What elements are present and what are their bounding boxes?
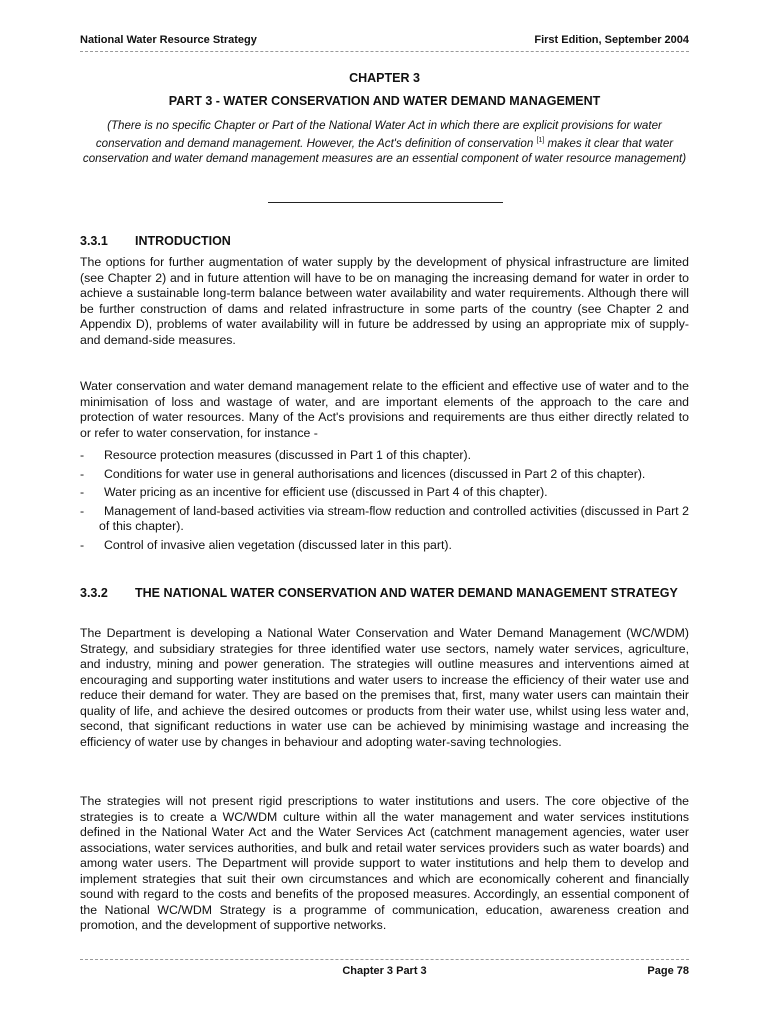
section-title: INTRODUCTION	[135, 234, 231, 248]
section-divider	[268, 202, 503, 203]
list-bullet: -	[80, 485, 85, 499]
list-item: - Management of land-based activities via stream-flow reduction and controlled activities (discussed in Part 2 of this chapter).	[80, 503, 689, 533]
list-bullet: -	[80, 503, 85, 518]
list-bullet: -	[80, 537, 85, 552]
page-number: Page 78	[647, 965, 689, 977]
footnote-reference[interactable]: [1]	[536, 137, 545, 144]
part-heading: PART 3 - WATER CONSERVATION AND WATER DEMAND MANAGEMENT	[168, 94, 601, 108]
list-item: - Water pricing as an incentive for efficient use (discussed in Part 4 of this chapter).	[80, 485, 548, 499]
list-item: - Resource protection measures (discussed in Part 1 of this chapter).	[80, 448, 472, 462]
page-header	[80, 34, 689, 46]
intro-note	[80, 118, 689, 166]
header-document-title: National Water Resource Strategy	[80, 34, 257, 46]
footer-chapter-label: Chapter 3 Part 3	[342, 965, 427, 977]
conservation-provisions-list	[80, 448, 689, 556]
intro-paragraph-2: Water conservation and water demand management relate to the efficient and effective use of water and to the minimisation of loss and wastage of water, and are important elements of the approach to the care and protection of water resources. Many of the Act's provisions and requirements are thus either directly related to or refer to water conservation, for instance -	[80, 379, 689, 440]
strategy-paragraph-2: The strategies will not present rigid prescriptions to water institutions and users. The core objective of the strategies is to create a WC/WDM culture within all the water management and water services institutions defined in the National Water Act and the Water Services Act (catchment management agencies, water user associations, water services authorities, and bulk and retail water services providers such as water boards) and among water users. The Department will provide support to water institutions and help them to develop and implement strategies that suit their own circumstances and which are economically coherent and financially sound with regard to the costs and benefits of the proposed measures. Accordingly, an essential component of the National WC/WDM Strategy is a programme of communication, education, awareness creation and promotion, and the development of supportive networks.	[80, 794, 689, 932]
section-heading-3-3-1	[80, 234, 689, 250]
section-number: 3.3.2	[80, 586, 108, 600]
chapter-heading: CHAPTER 3	[349, 71, 420, 85]
footer-divider	[80, 959, 689, 960]
intro-note-text-1: (There is no specific Chapter or Part of the National Water Act in which there are explicit provisions for water conservation and demand management. However, the Act's definition of conservation	[95, 119, 662, 150]
section-title: THE NATIONAL WATER CONSERVATION AND WATER DEMAND MANAGEMENT STRATEGY	[135, 586, 678, 600]
section-number: 3.3.1	[80, 234, 108, 248]
strategy-paragraph-1: The Department is developing a National Water Conservation and Water Demand Management (WC/WDM) Strategy, and subsidiary strategies for three identified water use sectors, namely water services, agriculture, and industry, mining and power generation. The strategies will outline measures and interventions aimed at encouraging and supporting water institutions and water users to increase the efficiency of their water use and reduce their demand for water. They are based on the premises that, first, many water users can maintain their quality of life, and achieve the desired outcomes or products from their water use, whilst using less water and, second, that significant reductions in water use can be achieved by minimising wastage and increasing the efficiency of water use by changes in behaviour and adopting water-saving technologies.	[80, 626, 689, 749]
list-bullet: -	[80, 466, 85, 481]
intro-paragraph-1: The options for further augmentation of water supply by the development of physical infrastructure are limited (see Chapter 2) and in future attention will have to be on managing the increasing demand for water in order to achieve a sustainable long-term balance between water availability and water requirements. Although there will be further construction of dams and related infrastructure in some parts of the country (see Chapter 2 and Appendix D), problems of water availability will in future be addressed by using an appropriate mix of supply- and demand-side measures.	[80, 255, 689, 347]
intro-note-text-2: makes it clear that water conservation and water demand management measures are an essential component of water resource management)	[82, 136, 687, 165]
section-heading-3-3-2	[80, 586, 689, 602]
list-item: - Conditions for water use in general authorisations and licences (discussed in Part 2 of this chapter).	[80, 466, 646, 481]
list-item: - Control of invasive alien vegetation (discussed later in this part).	[80, 537, 452, 552]
header-edition: First Edition, September 2004	[534, 34, 689, 46]
list-bullet: -	[80, 448, 85, 462]
header-divider	[80, 51, 689, 52]
